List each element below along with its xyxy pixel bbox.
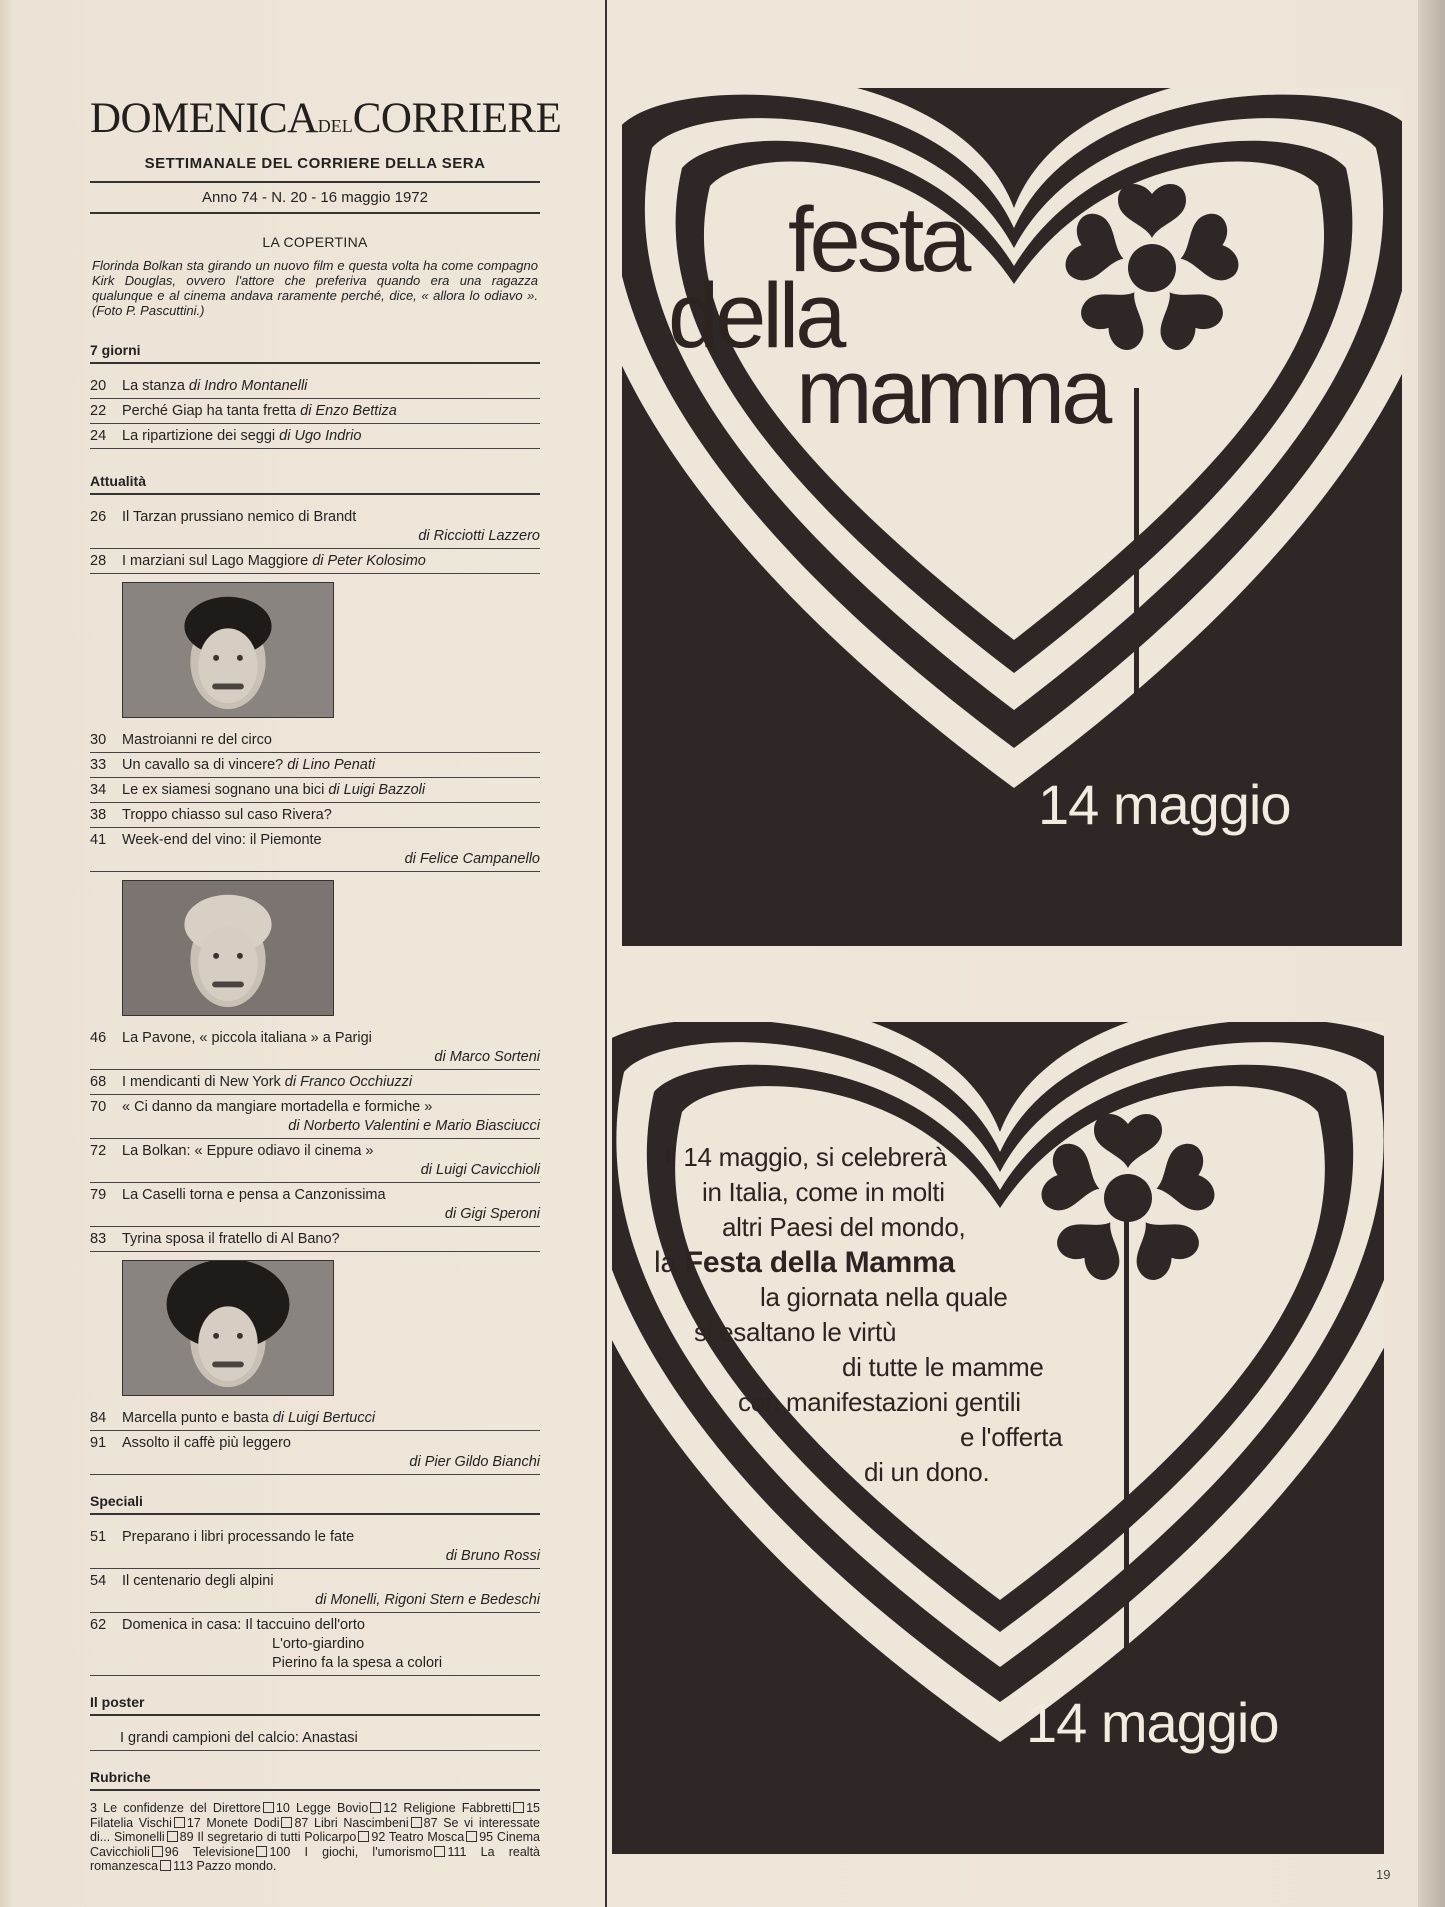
section-heading-speciali: Speciali xyxy=(90,1493,540,1515)
toc-entry-title-text: La Pavone, « piccola italiana » a Parigi xyxy=(122,1030,372,1046)
masthead-title xyxy=(90,92,562,153)
toc-entry xyxy=(90,1406,540,1431)
toc-entry-author: di Pier Gildo Bianchi xyxy=(409,1454,540,1470)
section-speciali-list xyxy=(90,1525,540,1676)
square-bullet-icon xyxy=(152,1846,163,1857)
toc-entry-title-text: Assolto il caffè più leggero xyxy=(122,1435,292,1451)
masthead-word-del: DEL xyxy=(317,116,353,136)
toc-entry-page: 22 xyxy=(90,403,107,419)
square-bullet-icon xyxy=(160,1860,171,1871)
toc-entry-author: di Luigi Bertucci xyxy=(268,1410,376,1426)
toc-entry xyxy=(90,549,540,574)
toc-entry-page: 30 xyxy=(90,732,107,748)
toc-entry-title-text: Domenica in casa: Il taccuino dell'orto xyxy=(122,1617,365,1633)
rubrica-item: 87 Libri Nascimbeni xyxy=(294,1815,409,1830)
ad-bottom-line: Il 14 maggio, si celebrerà xyxy=(664,1142,947,1172)
masthead-word-domenica: DOMENICA xyxy=(90,95,318,142)
section-heading-rubriche: Rubriche xyxy=(90,1769,540,1791)
ad-bottom-line: la giornata nella quale xyxy=(760,1282,1008,1312)
toc-entry-page: 28 xyxy=(90,553,107,569)
toc-entry-page: 91 xyxy=(90,1435,107,1451)
toc-entry-page: 70 xyxy=(90,1099,107,1115)
rubrica-item: 87 Se vi interessate di... Simonelli xyxy=(90,1815,540,1844)
toc-entry-author: di Peter Kolosimo xyxy=(308,553,426,569)
article-photo xyxy=(122,880,334,1016)
ad-bottom-bold-text: Festa della Mamma xyxy=(684,1246,955,1279)
toc-entry-author: di Gigi Speroni xyxy=(444,1206,540,1222)
ad-top-headline xyxy=(668,189,1109,443)
toc-entry xyxy=(90,728,540,753)
toc-entry-title xyxy=(122,1230,540,1249)
toc-entry-title xyxy=(122,1616,540,1673)
rubrica-item: 100 I giochi, l'umorismo xyxy=(269,1844,433,1859)
toc-entry xyxy=(90,1569,540,1613)
rubrica-item: 96 Televisione xyxy=(164,1844,255,1859)
page-number: 19 xyxy=(1376,1867,1391,1882)
rubrica-item: 113 Pazzo mondo. xyxy=(173,1859,277,1873)
section-attualita-list xyxy=(90,505,540,1475)
toc-entry-title-text: Il Tarzan prussiano nemico di Brandt xyxy=(122,509,357,525)
toc-entry xyxy=(90,399,540,424)
toc-entry-title xyxy=(122,377,540,396)
section-heading-attualita: Attualità xyxy=(90,473,540,495)
ad-bottom-line: si esaltano le virtù xyxy=(694,1317,897,1347)
toc-entry xyxy=(90,1227,540,1252)
rubrica-item: 17 Monete Dodi xyxy=(186,1815,280,1830)
ad-top-date: 14 maggio xyxy=(1038,773,1291,836)
cover-caption: Florinda Bolkan sta girando un nuovo film e questa volta ha come compagno Kirk Douglas, ovvero l'attore che preferiva quando era una ragazza qualunque e al cinema andava raramente perché, dice, « allora lo odiavo ». (Foto P. Pascuttini.) xyxy=(92,258,538,318)
rubrica-item: 111 La realtà romanzesca xyxy=(90,1844,541,1873)
toc-entry-author: di Indro Montanelli xyxy=(184,378,308,394)
toc-entry xyxy=(90,1613,540,1676)
toc-entry-page: 84 xyxy=(90,1410,107,1426)
toc-entry-title-text: Perché Giap ha tanta fretta xyxy=(122,403,297,419)
toc-entry-title-text: Marcella punto e basta xyxy=(122,1410,269,1426)
toc-entry-page: 38 xyxy=(90,807,107,823)
column-divider xyxy=(605,0,607,1907)
toc-entry-author: di Norberto Valentini e Mario Biasciucci xyxy=(288,1118,540,1134)
rubrica-item: 89 Il segretario di tutti Policarpo xyxy=(179,1830,357,1844)
rubrica-item: 3 Le confidenze del Direttore xyxy=(90,1801,261,1815)
issue-line: Anno 74 - N. 20 - 16 maggio 1972 xyxy=(90,183,540,214)
toc-entry xyxy=(90,1183,540,1227)
square-bullet-icon xyxy=(263,1802,274,1813)
ad-bottom-line: in Italia, come in molti xyxy=(702,1177,945,1207)
masthead-subtitle: SETTIMANALE DEL CORRIERE DELLA SERA xyxy=(90,155,540,183)
toc-entry-title xyxy=(122,1528,540,1566)
rubrica-item: 95 Cinema Cavicchioli xyxy=(90,1830,541,1859)
toc-entry xyxy=(90,1095,540,1139)
toc-entry-title-text: Week-end del vino: il Piemonte xyxy=(122,832,322,848)
ad-bottom-bold-prefix: la xyxy=(654,1246,677,1279)
toc-entry-author: di Ricciotti Lazzero xyxy=(418,528,540,544)
toc-entry-page: 62 xyxy=(90,1617,107,1633)
toc-entry-title-text: « Ci danno da mangiare mortadella e formiche » xyxy=(122,1099,433,1115)
toc-entry-author: di Lino Penati xyxy=(283,757,376,773)
toc-entry-title-text: Le ex siamesi sognano una bici xyxy=(122,782,325,798)
ad-bottom-line: di un dono. xyxy=(864,1457,990,1487)
toc-entry xyxy=(90,505,540,549)
toc-entry-author: di Ugo Indrio xyxy=(275,428,362,444)
ad-bottom-line-bold xyxy=(560,1245,1100,1280)
toc-entry xyxy=(90,1026,540,1070)
ad-bottom-line: con manifestazioni gentili xyxy=(738,1387,1021,1417)
rubriche-list xyxy=(90,1801,540,1874)
flower-stem xyxy=(1134,388,1139,806)
toc-entry-title xyxy=(122,1073,540,1092)
toc-entry-subline: L'orto-giardino xyxy=(272,1636,365,1652)
square-bullet-icon xyxy=(256,1846,267,1857)
toc-entry xyxy=(90,778,540,803)
section-7-giorni-list xyxy=(90,374,540,449)
headline-mamma: mamma xyxy=(796,341,1109,443)
toc-entry xyxy=(90,374,540,399)
toc-entry-title xyxy=(122,806,540,825)
toc-entry-page: 72 xyxy=(90,1143,107,1159)
toc-entry-page: 79 xyxy=(90,1187,107,1203)
toc-entry-title-text: La ripartizione dei seggi xyxy=(122,428,276,444)
square-bullet-icon xyxy=(466,1831,477,1842)
toc-entry-page: 51 xyxy=(90,1529,107,1545)
toc-entry-title-text: Preparano i libri processando le fate xyxy=(122,1529,355,1545)
headline-della: della xyxy=(668,265,843,367)
toc-entry-author: di Monelli, Rigoni Stern e Bedeschi xyxy=(315,1592,540,1608)
toc-entry-title xyxy=(122,1434,540,1472)
toc-entry-author: di Marco Sorteni xyxy=(434,1049,540,1065)
toc-entry xyxy=(90,1726,540,1751)
headline-festa: festa xyxy=(788,189,968,291)
toc-entry-title xyxy=(122,508,540,546)
toc-entry-page: 24 xyxy=(90,428,107,444)
toc-entry-page: 34 xyxy=(90,782,107,798)
toc-entry-title-text: Il centenario degli alpini xyxy=(122,1573,274,1589)
toc-entry xyxy=(90,828,540,872)
rubrica-item: 15 Filatelia Vischi xyxy=(90,1801,541,1830)
ad-bottom-line: e l'offerta xyxy=(960,1422,1063,1452)
ad-bottom-line: altri Paesi del mondo, xyxy=(722,1212,966,1242)
section-heading-poster: Il poster xyxy=(90,1694,540,1716)
section-heading-7-giorni: 7 giorni xyxy=(90,342,540,364)
toc-entry-title xyxy=(122,552,540,571)
toc-entry xyxy=(90,1139,540,1183)
toc-entry-page: 26 xyxy=(90,509,107,525)
toc-entry-page: 33 xyxy=(90,757,107,773)
toc-entry-title xyxy=(122,1409,540,1428)
toc-entry xyxy=(90,1070,540,1095)
toc-entry-title xyxy=(122,831,540,869)
toc-entry-title-text: Troppo chiasso sul caso Rivera? xyxy=(122,807,332,823)
toc-entry-page: 41 xyxy=(90,832,107,848)
cover-heading: LA COPERTINA xyxy=(262,234,368,250)
toc-entry xyxy=(90,803,540,828)
toc-entry-title xyxy=(122,781,540,800)
toc-entry-subline: Pierino fa la spesa a colori xyxy=(272,1655,443,1671)
ad-bottom-date: 14 maggio xyxy=(1026,1691,1279,1754)
toc-entry-author: di Bruno Rossi xyxy=(445,1548,540,1564)
masthead-word-corriere: CORRIERE xyxy=(352,95,562,142)
toc-entry-title-text: La Caselli torna e pensa a Canzonissima xyxy=(122,1187,386,1203)
square-bullet-icon xyxy=(370,1802,381,1813)
toc-entry xyxy=(90,1525,540,1569)
toc-entry-title xyxy=(122,1572,540,1610)
square-bullet-icon xyxy=(434,1846,445,1857)
square-bullet-icon xyxy=(411,1817,422,1828)
toc-entry-page: 54 xyxy=(90,1573,107,1589)
rubrica-item: 12 Religione Fabbretti xyxy=(383,1801,512,1815)
ad-bottom-body xyxy=(560,1140,1100,1490)
toc-entry-title-text: Mastroianni re del circo xyxy=(122,732,272,748)
article-photo xyxy=(122,1260,334,1396)
rubrica-item: 10 Legge Bovio xyxy=(275,1801,369,1815)
toc-entry-title xyxy=(122,427,540,446)
square-bullet-icon xyxy=(358,1831,369,1842)
toc-entry xyxy=(90,753,540,778)
toc-entry-title xyxy=(122,1029,540,1067)
page-edge xyxy=(1418,0,1445,1907)
toc-entry xyxy=(90,1431,540,1475)
toc-entry-title xyxy=(122,1098,540,1136)
toc-entry-page: 83 xyxy=(90,1231,107,1247)
toc-entry-title-text: I mendicanti di New York xyxy=(122,1074,281,1090)
toc-entry-author: di Felice Campanello xyxy=(404,851,540,867)
toc-entry-author: di Enzo Bettiza xyxy=(296,403,397,419)
toc-entry-title xyxy=(122,1186,540,1224)
toc-entry-author: di Luigi Cavicchioli xyxy=(420,1162,540,1178)
toc-entry-author: di Franco Occhiuzzi xyxy=(280,1074,413,1090)
ad-bottom-line: di tutte le mamme xyxy=(842,1352,1044,1382)
toc-entry-title: I grandi campioni del calcio: Anastasi xyxy=(120,1730,358,1746)
toc-entry-title-text: La stanza xyxy=(122,378,185,394)
square-bullet-icon xyxy=(281,1817,292,1828)
square-bullet-icon xyxy=(167,1831,178,1842)
toc-entry-author: di Luigi Bazzoli xyxy=(324,782,426,798)
toc-entry-page: 20 xyxy=(90,378,107,394)
rubrica-item: 92 Teatro Mosca xyxy=(371,1830,465,1844)
toc-entry-title xyxy=(122,756,540,775)
toc-entry-title-text: Un cavallo sa di vincere? xyxy=(122,757,284,773)
toc-entry-title xyxy=(122,402,540,421)
toc-entry-title xyxy=(122,731,540,750)
flower-stem-bottom xyxy=(1124,1212,1129,1772)
toc-entry-title xyxy=(122,1142,540,1180)
square-bullet-icon xyxy=(513,1802,524,1813)
toc-entry-title-text: La Bolkan: « Eppure odiavo il cinema » xyxy=(122,1143,374,1159)
toc-entry-title-text: I marziani sul Lago Maggiore xyxy=(122,553,309,569)
table-of-contents xyxy=(90,92,562,1874)
toc-entry-page: 68 xyxy=(90,1074,107,1090)
toc-entry xyxy=(90,424,540,449)
toc-entry-title-text: Tyrina sposa il fratello di Al Bano? xyxy=(122,1231,340,1247)
square-bullet-icon xyxy=(174,1817,185,1828)
toc-entry-page: 46 xyxy=(90,1030,107,1046)
article-photo xyxy=(122,582,334,718)
